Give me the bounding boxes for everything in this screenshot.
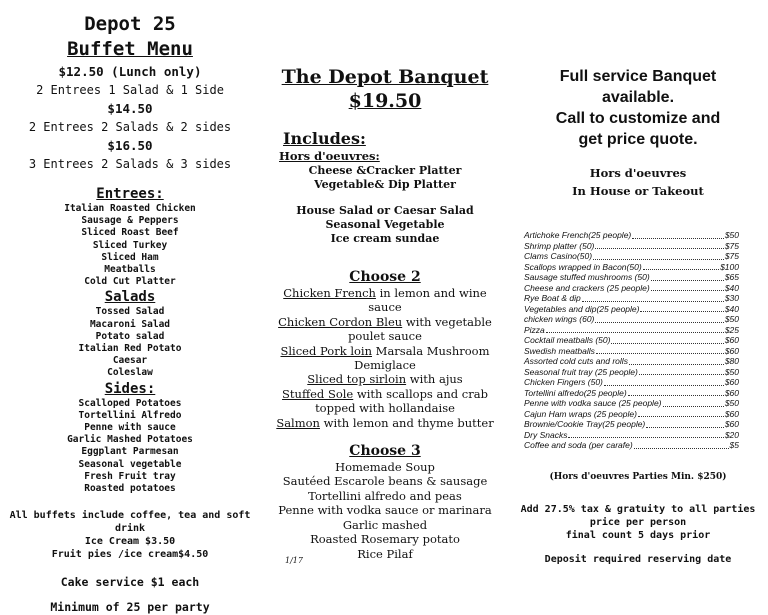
item-name: Tortellini alfredo(25 people) — [524, 387, 627, 398]
salad-item: Tossed Salad — [95, 306, 165, 318]
price-row — [524, 283, 739, 294]
includes-heading: Includes: — [283, 129, 366, 148]
item-price: $40 — [724, 282, 739, 293]
item-name: Coffee and soda (per carafe) — [524, 440, 633, 450]
tax-line: final count 5 days prior — [565, 530, 711, 541]
cake-service: Cake service $1 each — [60, 575, 200, 590]
included-item: Ice cream sundae — [330, 232, 440, 245]
side-option: Rice Pilaf — [357, 546, 413, 561]
dish-name: Chicken French — [283, 286, 376, 300]
hors-label: Hors d'oeuvres: — [279, 149, 380, 163]
item-name: Swedish meatballs — [524, 345, 595, 356]
entree-option — [265, 387, 505, 416]
item-price: $75 — [724, 240, 739, 251]
buffet-column — [0, 0, 260, 615]
side-option: Penne with vodka sauce or marinara — [278, 503, 492, 518]
price-row — [524, 419, 739, 430]
tier-price: $12.50 (Lunch only) — [58, 64, 202, 79]
item-name: Dry Snacks — [524, 429, 568, 440]
item-price: $60 — [724, 408, 739, 419]
entree-option — [265, 344, 505, 373]
tier-price: $14.50 — [107, 101, 153, 116]
hors-minimum-note: (Hors d'oeuvres Parties Min. $250) — [549, 472, 727, 482]
tax-line: Add 27.5% tax & gratuity to all parties — [520, 504, 756, 515]
price-row — [524, 325, 739, 336]
item-price: $20 — [724, 429, 739, 440]
service-heading-line: Full service Banquet — [559, 68, 717, 85]
salad-item: Coleslaw — [107, 367, 153, 379]
price-row — [524, 272, 739, 283]
price-row — [524, 304, 739, 315]
item-name: Scallops wrapped in Bacon(50) — [524, 261, 642, 272]
buffet-title: Depot 25 — [84, 13, 176, 35]
buffet-subtitle: Buffet Menu — [67, 38, 193, 60]
entree-option — [265, 315, 505, 344]
entrees-list — [0, 203, 260, 288]
item-price: $50 — [724, 398, 739, 408]
service-heading-line: available. — [601, 89, 675, 106]
item-price: $50 — [724, 314, 739, 324]
service-heading-line: get price quote. — [578, 131, 698, 148]
item-name: Sausage stuffed mushrooms (50) — [524, 272, 650, 282]
tier-price: $16.50 — [107, 138, 153, 153]
hors-item: Cheese &Cracker Platter — [308, 164, 462, 177]
item-price: $60 — [724, 387, 739, 398]
service-heading-line: Call to customize and — [555, 110, 721, 127]
side-item: Roasted potatoes — [84, 483, 176, 495]
dish-name: Sliced Pork loin — [280, 343, 373, 358]
tier-desc: 2 Entrees 1 Salad & 1 Side — [36, 83, 224, 97]
minimum-party: Minimum of 25 per party — [50, 600, 210, 615]
item-price: $60 — [724, 419, 739, 429]
item-name: Clams Casino(50) — [524, 251, 593, 261]
dish-name: Sliced top sirloin — [307, 372, 407, 387]
price-row — [524, 230, 739, 241]
service-column — [508, 0, 768, 594]
dish-detail: with ajus — [406, 372, 463, 387]
entree-item: Sliced Ham — [101, 251, 159, 263]
item-price: $75 — [724, 251, 739, 261]
item-name: Penne with vodka sauce (25 people) — [524, 398, 662, 408]
side-item: Seasonal vegetable — [78, 458, 182, 470]
price-row — [524, 241, 739, 252]
tier-desc: 2 Entrees 2 Salads & 2 sides — [28, 120, 232, 134]
salad-item: Potato salad — [95, 330, 165, 342]
item-name: Rye Boat & dip — [524, 293, 581, 303]
included-item: House Salad or Caesar Salad — [296, 204, 474, 217]
item-name: Cheese and crackers (25 people) — [524, 282, 650, 293]
banquet-price: $19.50 — [348, 90, 422, 112]
dish-detail: with lemon and thyme butter — [319, 415, 494, 430]
side-item: Fresh Fruit tray — [84, 470, 176, 482]
item-price: $60 — [724, 335, 739, 345]
sides-list — [0, 398, 260, 496]
entree-item: Meatballs — [104, 264, 156, 276]
price-row — [524, 262, 739, 273]
item-price: $30 — [724, 293, 739, 303]
item-name: Seasonal fruit tray (25 people) — [524, 366, 638, 377]
entree-option — [265, 416, 505, 430]
price-row — [524, 335, 739, 346]
item-name: Brownie/Cookie Tray(25 people) — [524, 419, 646, 429]
item-name: Assorted cold cuts and rolls — [524, 356, 628, 366]
price-row — [524, 367, 739, 378]
hors-price-list — [524, 230, 739, 451]
price-row — [524, 293, 739, 304]
side-option: Sautéed Escarole beans & sausage — [282, 474, 488, 489]
buffet-footnote: Fruit pies /ice cream$4.50 — [51, 549, 209, 561]
price-row — [524, 430, 739, 441]
dish-detail: in lemon and wine sauce — [368, 286, 487, 315]
item-price: $80 — [724, 356, 739, 366]
dish-name: Chicken Cordon Bleu — [278, 314, 403, 329]
side-item: Penne with sauce — [84, 422, 176, 434]
page-number: 1/17 — [285, 556, 303, 565]
price-row — [524, 440, 739, 451]
entree-item: Sausage & Peppers — [81, 215, 179, 227]
entree-item: Sliced Turkey — [92, 239, 168, 251]
item-name: chicken wings (60) — [524, 314, 595, 324]
dish-detail: with scallops and crab topped with hollandaise — [315, 386, 488, 416]
item-price: $60 — [724, 345, 739, 356]
entree-option — [265, 372, 505, 386]
item-price: $50 — [724, 230, 739, 240]
salads-list — [0, 306, 260, 379]
entree-item: Italian Roasted Chicken — [64, 203, 196, 214]
dish-detail: with vegetable poulet sauce — [348, 314, 492, 344]
price-row — [524, 346, 739, 357]
side-option: Homemade Soup — [335, 460, 435, 475]
tax-note — [508, 503, 768, 542]
tax-line: price per person — [589, 517, 687, 528]
item-price: $25 — [724, 324, 739, 335]
dish-name: Stuffed Sole — [282, 386, 354, 401]
item-price: $60 — [724, 377, 739, 387]
dish-detail: Marsala Mushroom Demiglace — [354, 343, 490, 373]
salad-item: Italian Red Potato — [78, 343, 182, 355]
included-item: Seasonal Vegetable — [325, 218, 445, 231]
item-name: Chicken Fingers (50) — [524, 377, 603, 387]
item-price: $50 — [724, 366, 739, 377]
price-row — [524, 388, 739, 399]
banquet-column — [265, 0, 505, 565]
item-price: $65 — [724, 272, 739, 282]
item-price: $40 — [724, 303, 739, 314]
item-price: $100 — [720, 261, 739, 272]
tier-desc: 3 Entrees 2 Salads & 3 sides — [28, 157, 232, 171]
item-name: Pizza — [524, 324, 545, 335]
dish-name: Salmon — [276, 415, 320, 430]
price-row — [524, 251, 739, 262]
choose-2-heading: Choose 2 — [349, 269, 421, 285]
deposit-note: Deposit required reserving date — [544, 554, 732, 565]
entree-option — [265, 286, 505, 315]
side-item: Garlic Mashed Potatoes — [67, 434, 193, 446]
side-item: Scalloped Potatoes — [78, 397, 182, 409]
side-option: Roasted Rosemary potato — [310, 532, 460, 547]
price-row — [524, 356, 739, 367]
item-name: Artichoke French(25 people) — [524, 230, 632, 240]
salad-item: Macaroni Salad — [89, 318, 171, 330]
price-row — [524, 377, 739, 388]
entree-item: Cold Cut Platter — [84, 276, 176, 288]
item-name: Cocktail meatballs (50) — [524, 335, 611, 345]
sides-heading: Sides: — [104, 380, 156, 397]
buffet-footnote: All buffets include coffee, tea and soft drink — [9, 510, 251, 535]
buffet-footnote: Ice Cream $3.50 — [84, 536, 176, 548]
salad-item: Caesar — [112, 355, 148, 367]
entree-item: Sliced Roast Beef — [81, 227, 179, 239]
hors-item: Vegetable& Dip Platter — [314, 178, 456, 191]
choose-3-heading: Choose 3 — [349, 443, 421, 460]
item-name: Vegetables and dip(25 people) — [524, 303, 640, 314]
hors-subtitle: In House or Takeout — [572, 184, 704, 198]
entrees-heading: Entrees: — [96, 186, 164, 202]
side-item: Eggplant Parmesan — [81, 446, 179, 458]
side-item: Tortellini Alfredo — [78, 409, 182, 421]
side-option: Garlic mashed — [342, 517, 428, 532]
item-price: $5 — [729, 440, 739, 450]
hors-title: Hors d'oeuvres — [589, 166, 687, 180]
salads-heading: Salads — [104, 289, 156, 306]
item-name: Shrimp platter (50) — [524, 240, 595, 251]
banquet-title: The Depot Banquet — [281, 66, 489, 88]
price-row — [524, 409, 739, 420]
item-name: Cajun Ham wraps (25 people) — [524, 408, 637, 419]
side-option: Tortellini alfredo and peas — [308, 488, 462, 503]
price-row — [524, 314, 739, 325]
price-row — [524, 398, 739, 409]
